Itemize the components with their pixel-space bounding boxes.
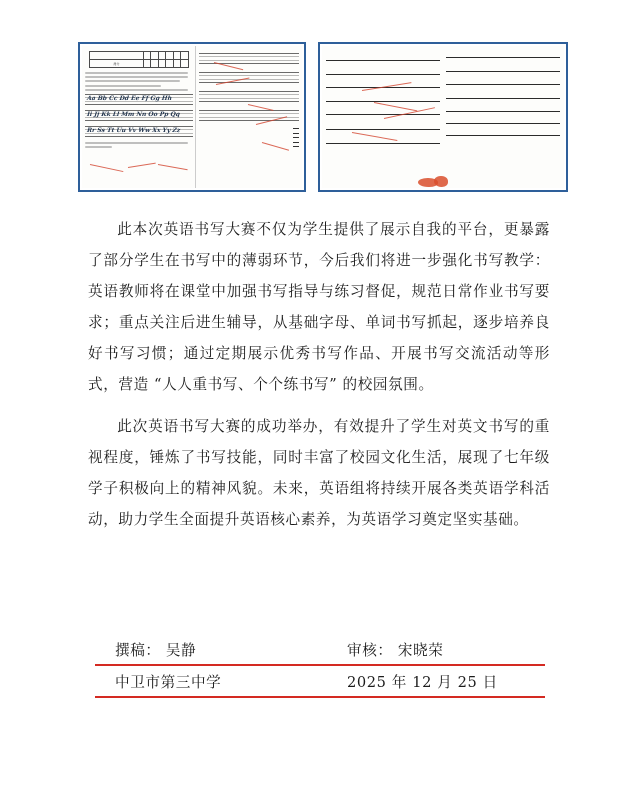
grade-score-cell	[143, 59, 151, 68]
rule-line	[199, 101, 299, 102]
answer-column-left	[326, 50, 440, 149]
grade-header-cell	[173, 52, 181, 60]
rule-line	[199, 53, 299, 54]
rule-line	[199, 72, 299, 73]
grade-header-cell	[158, 52, 166, 60]
copybook-rule-row	[85, 94, 193, 105]
exam-instructions	[85, 72, 193, 91]
item-answer	[293, 133, 299, 134]
orange-stamp-mark	[434, 176, 448, 187]
item-answer	[293, 128, 299, 129]
rule-line	[199, 113, 299, 114]
exam-photo-right[interactable]	[318, 42, 568, 192]
copybook-rule-row	[199, 91, 299, 102]
article-body	[88, 214, 550, 546]
school-name: 中卫市第三中学	[115, 673, 222, 691]
grade-header-cell	[143, 52, 151, 60]
grade-header-cell	[166, 52, 174, 60]
exam-photo-right-content	[322, 46, 564, 188]
copybook-rule-row	[85, 110, 193, 121]
handwritten-passage-line	[446, 50, 560, 58]
handwritten-passage-line	[446, 104, 560, 112]
rule-line	[199, 98, 299, 99]
handwritten-answer-line	[326, 53, 440, 61]
reviewer-field: 审核： 宋晓荣	[347, 641, 444, 659]
footer-credits-row	[95, 634, 545, 664]
rule-line	[199, 120, 299, 121]
rule-line	[85, 104, 193, 105]
rule-line	[199, 110, 299, 111]
grade-table-score-row	[90, 60, 189, 68]
copybook-rule-row	[199, 110, 299, 121]
handwritten-passage-line	[326, 122, 440, 130]
numbered-answer-item	[199, 146, 299, 147]
numbered-answer-item	[199, 128, 299, 129]
exam-photo-left-content	[82, 46, 302, 188]
grade-row-label: 得分	[90, 60, 143, 68]
document-date: 2025 年 12 月 25 日	[347, 673, 498, 691]
author-field: 撰稿： 吴静	[115, 641, 197, 659]
handwritten-answer-line	[326, 107, 440, 115]
instruction-line	[85, 146, 112, 148]
grade-header-cell	[151, 52, 159, 60]
grade-score-cell	[181, 59, 189, 68]
letter-row-text: Aa Bb Cc Dd Ee Ff Gg Hh	[86, 94, 173, 102]
instruction-line	[85, 89, 188, 91]
red-correction-stroke	[158, 164, 188, 170]
section-two-instructions	[85, 142, 193, 148]
handwritten-passage-line	[446, 77, 560, 85]
rule-line	[199, 94, 299, 95]
handwritten-passage-line	[446, 128, 560, 136]
numbered-answer-list	[199, 128, 299, 147]
numbered-answer-item	[199, 137, 299, 138]
footer-divider-bottom	[95, 696, 545, 698]
letter-practice-block	[85, 94, 193, 137]
item-answer	[293, 142, 299, 143]
rule-line	[85, 136, 193, 137]
rule-line	[199, 79, 299, 80]
rule-line	[199, 91, 299, 92]
handwritten-answer-line	[326, 67, 440, 75]
answer-column-right	[446, 50, 560, 149]
handwritten-passage-line	[446, 64, 560, 72]
item-answer	[293, 137, 299, 138]
photo-strip	[78, 42, 568, 192]
rule-line	[199, 56, 299, 57]
rule-line	[199, 60, 299, 61]
handwritten-passage-line	[446, 116, 560, 124]
document-footer	[95, 634, 545, 698]
exam-photo-left[interactable]	[78, 42, 306, 192]
grade-header-cell	[90, 52, 143, 60]
instruction-line	[85, 76, 188, 78]
paragraph-2: 此次英语书写大赛的成功举办，有效提升了学生对英文书写的重视程度，锤炼了书写技能，同时丰富了校园文化生活，展现了七年级学子积极向上的精神风貌。未来，英语组将持续开展各类英语学科活动，助力学生全面提升英语核心素养，为英语学习奠定坚实基础。	[88, 418, 550, 528]
grade-header-cell	[181, 52, 189, 60]
item-answer	[293, 146, 299, 147]
grade-table	[89, 51, 189, 68]
footer-school-row	[95, 666, 545, 696]
instruction-line	[85, 80, 180, 82]
handwritten-answer-line	[326, 94, 440, 102]
rule-line	[199, 75, 299, 76]
red-correction-stroke	[128, 163, 156, 168]
numbered-answer-item	[199, 133, 299, 134]
handwritten-passage-line	[446, 91, 560, 99]
red-correction-stroke	[90, 164, 123, 172]
letter-row-text: Rr Ss Tt Uu Vv Ww Xx Yy Zz	[86, 126, 181, 134]
instruction-line	[85, 72, 188, 74]
rule-line	[85, 120, 193, 121]
copybook-rule-row	[85, 126, 193, 137]
rule-line	[199, 82, 299, 83]
grade-table-header-row	[90, 52, 189, 60]
instruction-line	[85, 85, 161, 87]
instruction-line	[85, 142, 188, 144]
paragraph-1: 此本次英语书写大赛不仅为学生提供了展示自我的平台，更暴露了部分学生在书写中的薄弱环节，今后我们将进一步强化书写教学：英语教师将在课堂中加强书写指导与练习督促，规范日常作业书写要求；重点关注后进生辅导，从基础字母、单词书写抓起，逐步培养良好书写习惯；通过定期展示优秀书写作品、开展书写交流活动等形式，营造 “人人重书写、个个练书写” 的校园氛围。	[88, 221, 550, 393]
numbered-answer-item	[199, 142, 299, 143]
letter-row-text: Ii Jj Kk Ll Mm Nn Oo Pp Qq	[86, 110, 181, 118]
